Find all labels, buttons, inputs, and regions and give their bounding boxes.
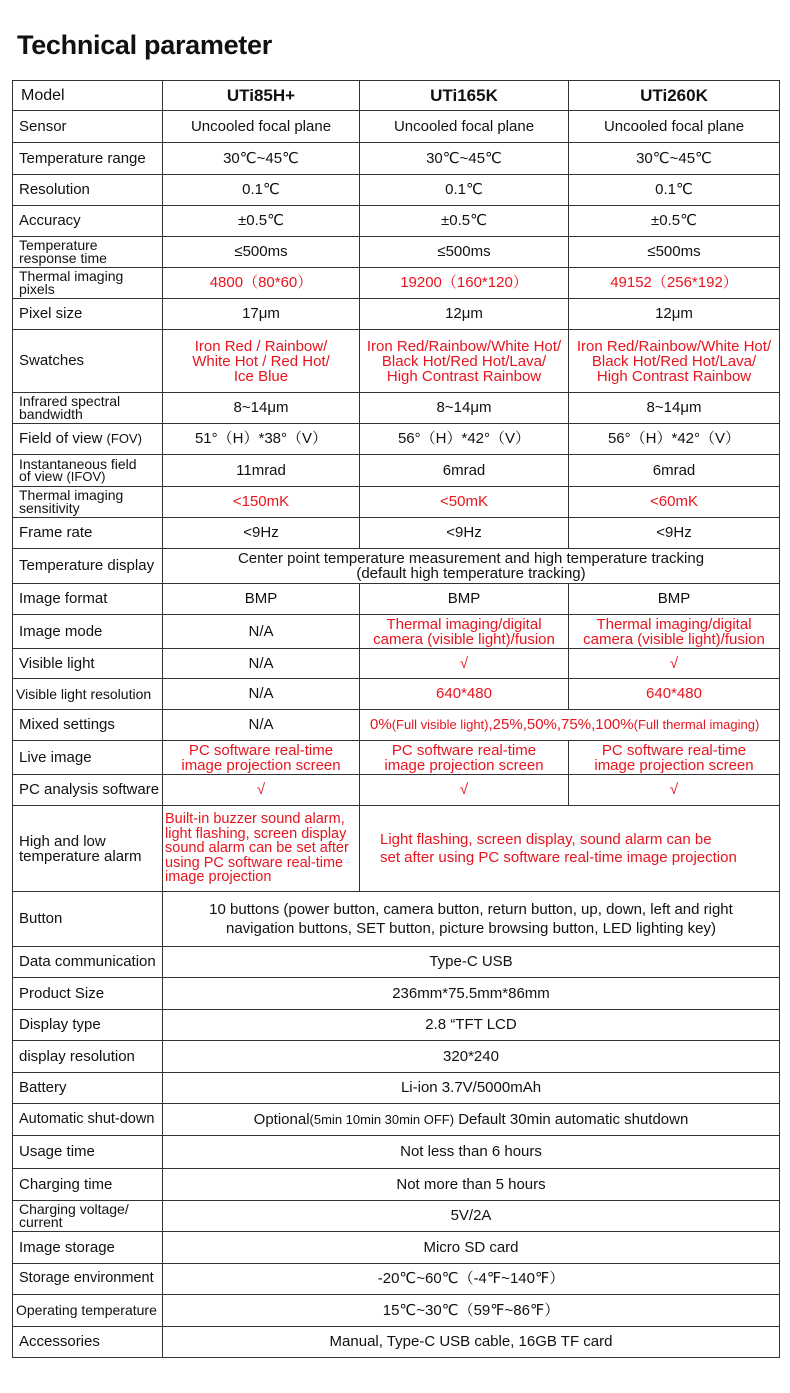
row-label xyxy=(13,1201,163,1232)
row-field-of-view xyxy=(13,424,780,455)
row-resolution xyxy=(13,175,780,206)
cell: 5V/2A xyxy=(163,1201,780,1232)
cell: 6mrad xyxy=(360,455,569,487)
label-line: Thermal imaging xyxy=(19,487,124,504)
cell: 640*480 xyxy=(360,679,569,710)
cell xyxy=(163,549,780,584)
row-pixel-size xyxy=(13,299,780,330)
row-response-time xyxy=(13,237,780,268)
row-label: Frame rate xyxy=(13,518,163,549)
row-label: Pixel size xyxy=(13,299,163,330)
label-line: temperature alarm xyxy=(19,847,142,865)
cell: 30℃~45℃ xyxy=(569,143,780,175)
row-temperature-alarm xyxy=(13,806,780,892)
mix-value: 0% xyxy=(370,716,392,734)
label-abbr: (FOV) xyxy=(106,431,142,447)
row-label: Temperature display xyxy=(13,549,163,584)
cell: Not more than 5 hours xyxy=(163,1169,780,1201)
cell: 0.1℃ xyxy=(163,175,360,206)
row-label: Battery xyxy=(13,1073,163,1104)
row-label: Operating temperature xyxy=(13,1295,163,1327)
row-sensitivity xyxy=(13,487,780,518)
row-battery xyxy=(13,1073,780,1104)
cell: <9Hz xyxy=(569,518,780,549)
cell-line: Thermal imaging/digital xyxy=(386,615,542,633)
cell: <9Hz xyxy=(163,518,360,549)
row-temperature-range xyxy=(13,143,780,175)
row-label xyxy=(13,455,163,487)
label-line: Thermal imaging xyxy=(19,268,124,285)
model-name: UTi85H+ xyxy=(163,81,360,111)
cell: 320*240 xyxy=(163,1041,780,1073)
cell xyxy=(163,892,780,947)
row-label xyxy=(13,487,163,518)
row-swatches xyxy=(13,330,780,393)
cell: N/A xyxy=(163,649,360,679)
row-data-communication xyxy=(13,947,780,978)
label-line: sensitivity xyxy=(19,500,80,516)
label-line: of view xyxy=(19,468,63,485)
cell: Uncooled focal plane xyxy=(360,111,569,143)
row-label: Automatic shut-down xyxy=(13,1104,163,1136)
row-frame-rate xyxy=(13,518,780,549)
check-mark: √ xyxy=(360,649,569,679)
row-label: Product Size xyxy=(13,978,163,1010)
cell: ±0.5℃ xyxy=(163,206,360,237)
cell: 640*480 xyxy=(569,679,780,710)
row-label: display resolution xyxy=(13,1041,163,1073)
cell: ≤500ms xyxy=(569,237,780,268)
row-charging-voltage xyxy=(13,1201,780,1232)
cell-line: camera (visible light)/fusion xyxy=(583,630,765,648)
row-automatic-shutdown xyxy=(13,1104,780,1136)
cell-line: image projection screen xyxy=(181,756,341,774)
cell-line: Black Hot/Red Hot/Lava/ xyxy=(381,352,547,370)
row-pc-analysis-software xyxy=(13,775,780,806)
cell: Micro SD card xyxy=(163,1232,780,1264)
cell-line: set after using PC software real-time image projection xyxy=(380,848,737,866)
cell: ≤500ms xyxy=(163,237,360,268)
cell: BMP xyxy=(569,584,780,615)
row-label: Mixed settings xyxy=(13,710,163,741)
cell: 56°（H）*42°（V） xyxy=(360,424,569,455)
cell: 2.8 “TFT LCD xyxy=(163,1010,780,1041)
cell-line: light flashing, screen display xyxy=(165,825,347,842)
label-line: Temperature xyxy=(19,237,98,254)
row-visible-light-resolution xyxy=(13,679,780,710)
label-line: current xyxy=(19,1214,63,1230)
check-mark: √ xyxy=(569,649,780,679)
cell: BMP xyxy=(163,584,360,615)
row-label: Image mode xyxy=(13,615,163,649)
cell xyxy=(360,615,569,649)
label-line: response time xyxy=(19,250,107,266)
row-label xyxy=(13,424,163,455)
model-name: UTi260K xyxy=(569,81,780,111)
cell: 11mrad xyxy=(163,455,360,487)
cell-note: (5min 10min 30min OFF) xyxy=(309,1111,455,1127)
cell-line: White Hot / Red Hot/ xyxy=(192,352,330,370)
row-label: Display type xyxy=(13,1010,163,1041)
mix-value: ,25%,50%,75%,100% xyxy=(488,716,634,734)
cell: <150mK xyxy=(163,487,360,518)
cell-text: Optional xyxy=(253,1110,310,1128)
row-button xyxy=(13,892,780,947)
cell-line: image projection xyxy=(165,869,272,886)
cell xyxy=(163,330,360,393)
cell: 17μm xyxy=(163,299,360,330)
cell: Uncooled focal plane xyxy=(163,111,360,143)
cell xyxy=(569,615,780,649)
cell-line: 10 buttons (power button, camera button, return button, up, down, left and right xyxy=(209,900,733,918)
row-accuracy xyxy=(13,206,780,237)
row-label: Temperature range xyxy=(13,143,163,175)
row-visible-light xyxy=(13,649,780,679)
cell-line: Center point temperature measurement and high temperature tracking xyxy=(237,550,705,567)
cell: N/A xyxy=(163,615,360,649)
cell-line: using PC software real-time xyxy=(165,854,344,871)
label-text: Field of view xyxy=(19,430,103,448)
row-operating-temperature xyxy=(13,1295,780,1327)
cell: 8~14μm xyxy=(360,393,569,424)
row-label: Visible light xyxy=(13,649,163,679)
cell: 0.1℃ xyxy=(360,175,569,206)
row-image-storage xyxy=(13,1232,780,1264)
cell: ±0.5℃ xyxy=(569,206,780,237)
cell-line: navigation buttons, SET button, picture browsing button, LED lighting key) xyxy=(225,920,716,937)
check-mark: √ xyxy=(360,775,569,806)
cell-line: Built-in buzzer sound alarm, xyxy=(165,811,345,828)
row-label: PC analysis software xyxy=(13,775,163,806)
check-mark: √ xyxy=(569,775,780,806)
cell-line: camera (visible light)/fusion xyxy=(373,630,555,648)
model-name: UTi165K xyxy=(360,81,569,111)
row-display-resolution xyxy=(13,1041,780,1073)
cell: 6mrad xyxy=(569,455,780,487)
row-ifov xyxy=(13,455,780,487)
cell: 49152（256*192） xyxy=(569,268,780,299)
cell: <50mK xyxy=(360,487,569,518)
row-label xyxy=(13,806,163,892)
row-label: Visible light resolution xyxy=(13,679,163,710)
cell-line: sound alarm can be set after xyxy=(165,840,349,857)
cell: 30℃~45℃ xyxy=(360,143,569,175)
row-label: Button xyxy=(13,892,163,947)
cell: N/A xyxy=(163,679,360,710)
cell: 15℃~30℃（59℉~86℉） xyxy=(163,1295,780,1327)
cell: N/A xyxy=(163,710,360,741)
cell xyxy=(163,741,360,775)
cell: 51°（H）*38°（V） xyxy=(163,424,360,455)
row-label: Image storage xyxy=(13,1232,163,1264)
cell xyxy=(360,741,569,775)
row-temperature-display xyxy=(13,549,780,584)
row-live-image xyxy=(13,741,780,775)
label-line: Infrared spectral xyxy=(19,393,121,410)
row-spectral-bandwidth xyxy=(13,393,780,424)
row-label: Accuracy xyxy=(13,206,163,237)
cell-line: Ice Blue xyxy=(233,367,289,385)
cell: ±0.5℃ xyxy=(360,206,569,237)
cell: Uncooled focal plane xyxy=(569,111,780,143)
cell xyxy=(163,1104,780,1136)
cell xyxy=(163,806,360,892)
row-label: Image format xyxy=(13,584,163,615)
page-title: Technical parameter xyxy=(17,30,272,60)
row-usage-time xyxy=(13,1136,780,1169)
cell-line: High Contrast Rainbow xyxy=(596,367,752,385)
cell-line: High Contrast Rainbow xyxy=(386,367,542,385)
row-label: Usage time xyxy=(13,1136,163,1169)
cell-line: Black Hot/Red Hot/Lava/ xyxy=(591,352,757,370)
cell: Manual, Type-C USB cable, 16GB TF card xyxy=(163,1327,780,1358)
cell: 12μm xyxy=(569,299,780,330)
cell-text: Default 30min automatic shutdown xyxy=(454,1110,689,1128)
cell xyxy=(360,330,569,393)
cell: <60mK xyxy=(569,487,780,518)
row-label: Sensor xyxy=(13,111,163,143)
row-charging-time xyxy=(13,1169,780,1201)
row-sensor xyxy=(13,111,780,143)
label-line: High and low xyxy=(19,832,106,850)
row-display-type xyxy=(13,1010,780,1041)
row-accessories xyxy=(13,1327,780,1358)
cell xyxy=(569,330,780,393)
cell: 56°（H）*42°（V） xyxy=(569,424,780,455)
label-line: Instantaneous field xyxy=(19,455,137,472)
cell: Type-C USB xyxy=(163,947,780,978)
check-mark: √ xyxy=(163,775,360,806)
row-image-format xyxy=(13,584,780,615)
cell: -20℃~60℃（-4℉~140℉） xyxy=(163,1264,780,1295)
cell-line: image projection screen xyxy=(594,756,754,774)
row-mixed-settings xyxy=(13,710,780,741)
cell: BMP xyxy=(360,584,569,615)
cell-line: PC software real-time xyxy=(188,741,334,759)
row-imaging-pixels xyxy=(13,268,780,299)
row-image-mode xyxy=(13,615,780,649)
cell: 8~14μm xyxy=(163,393,360,424)
cell-line: Iron Red/Rainbow/White Hot/ xyxy=(576,337,772,355)
label-line: bandwidth xyxy=(19,406,83,422)
cell-line: PC software real-time xyxy=(391,741,537,759)
cell-line: (default high temperature tracking) xyxy=(356,565,586,582)
cell: <9Hz xyxy=(360,518,569,549)
row-label: Storage environment xyxy=(13,1264,163,1295)
cell-line: Light flashing, screen display, sound alarm can be xyxy=(380,830,712,848)
label-line: pixels xyxy=(19,281,55,297)
cell: 19200（160*120） xyxy=(360,268,569,299)
header-row xyxy=(13,81,780,111)
cell: Li-ion 3.7V/5000mAh xyxy=(163,1073,780,1104)
cell: 8~14μm xyxy=(569,393,780,424)
label-abbr: (IFOV) xyxy=(66,469,106,485)
row-label xyxy=(13,393,163,424)
mix-note: (Full thermal imaging) xyxy=(633,717,760,733)
cell xyxy=(360,806,780,892)
label-line: Charging voltage/ xyxy=(19,1201,129,1218)
cell: 4800（80*60） xyxy=(163,268,360,299)
row-label: Charging time xyxy=(13,1169,163,1201)
cell xyxy=(360,710,780,741)
cell-line: Iron Red / Rainbow/ xyxy=(194,337,328,355)
cell-line: Iron Red/Rainbow/White Hot/ xyxy=(366,337,562,355)
cell: 12μm xyxy=(360,299,569,330)
row-label: Swatches xyxy=(13,330,163,393)
cell: 0.1℃ xyxy=(569,175,780,206)
cell-line: PC software real-time xyxy=(601,741,747,759)
cell: 236mm*75.5mm*86mm xyxy=(163,978,780,1010)
row-label: Data communication xyxy=(13,947,163,978)
row-product-size xyxy=(13,978,780,1010)
mix-note: (Full visible light) xyxy=(391,717,489,733)
row-label: Live image xyxy=(13,741,163,775)
row-label xyxy=(13,237,163,268)
row-label: Model xyxy=(13,81,163,111)
row-label: Accessories xyxy=(13,1327,163,1358)
spec-table xyxy=(12,80,780,1358)
row-label: Resolution xyxy=(13,175,163,206)
cell: Not less than 6 hours xyxy=(163,1136,780,1169)
cell: 30℃~45℃ xyxy=(163,143,360,175)
cell: ≤500ms xyxy=(360,237,569,268)
cell-line: Thermal imaging/digital xyxy=(596,615,752,633)
cell-line: image projection screen xyxy=(384,756,544,774)
row-label xyxy=(13,268,163,299)
cell xyxy=(569,741,780,775)
row-storage-environment xyxy=(13,1264,780,1295)
